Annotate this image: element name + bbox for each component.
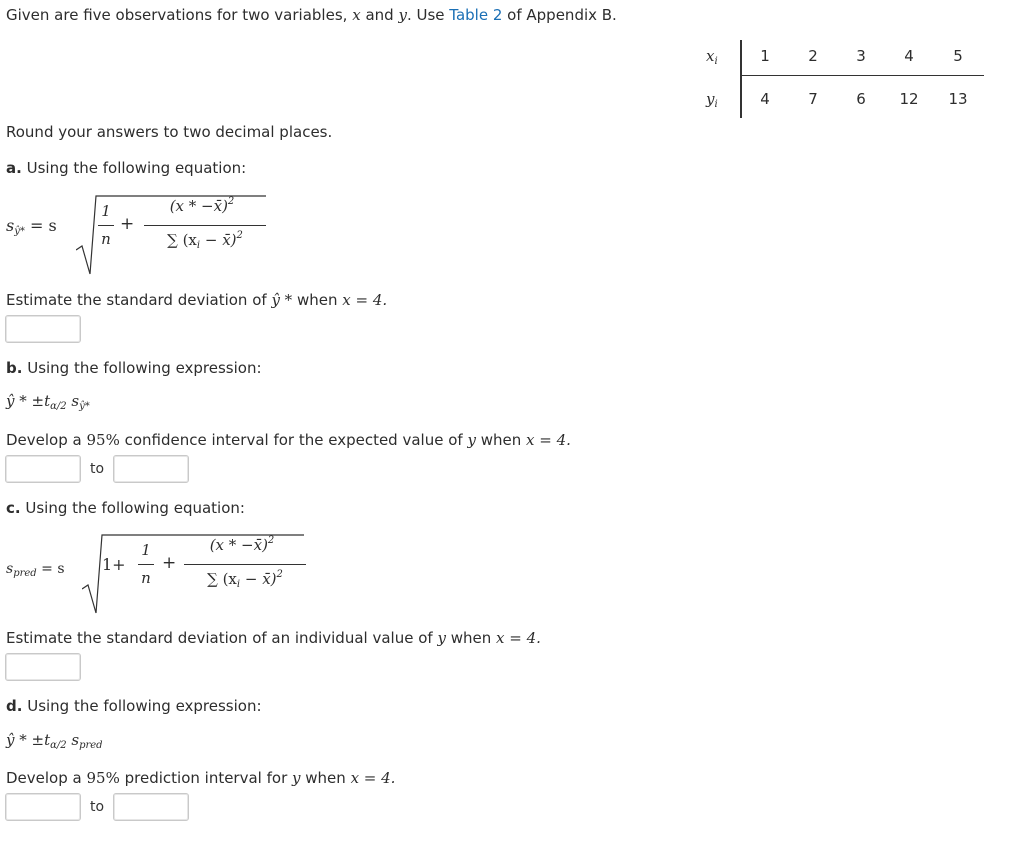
y-value: 7 [808,90,818,108]
answer-b-upper-input[interactable] [113,455,189,483]
formula-a-lhs: $s_{ŷ*} = s$ [6,216,57,237]
part-c-label: c. [6,499,21,517]
y-value: 6 [856,90,866,108]
intro-and: and [365,6,394,24]
part-d-label: d. [6,697,23,715]
table-horizontal-rule [740,75,984,76]
part-c-question: Estimate the standard deviation of an individual value of y when x = 4. [6,629,541,647]
part-a-prompt [6,159,246,177]
formula-c-n: n [141,569,151,587]
row-x-label: $x_i$ [706,47,718,67]
x-value: 1 [760,47,770,65]
part-a-prompt-text: Using the following equation: [26,159,247,177]
part-d-question: Develop a 95% prediction interval for y when x = 4. [6,769,396,787]
y-value: 13 [948,90,968,108]
part-c-prompt [6,499,245,517]
intro-var-x: x [352,6,361,24]
formula-c-lhs: $s_{pred} = s$ [6,561,65,579]
answer-d-lower-input[interactable] [5,793,81,821]
formula-c-frac2-bar [184,564,306,565]
intro-text [6,6,617,24]
round-instruction: Round your answers to two decimal places. [6,123,333,141]
formula-a-n: n [101,230,111,248]
table-2-link[interactable]: Table 2 [449,6,503,24]
part-b-question: Develop a 95% confidence interval for the expected value of y when x = 4. [6,431,571,449]
formula-a-one: 1 [101,202,111,220]
part-d-prompt-text: Using the following expression: [27,697,262,715]
intro-before: Given are five observations for two variables, [6,6,348,24]
formula-c-denominator: ∑ ($x_i$ − x̄)$^2$ [207,569,283,590]
y-value: 4 [760,90,770,108]
formula-c [6,529,316,619]
answer-a-input[interactable] [5,315,81,343]
x-value: 4 [904,47,914,65]
table-vertical-rule [740,40,742,118]
part-b-expression: ŷ * $\pm t_{\alpha/2}$ $s_{ŷ*}$ [6,392,90,412]
part-c-prompt-text: Using the following equation: [25,499,245,517]
formula-a-frac1-bar [98,225,114,226]
formula-c-one: 1 [141,541,151,559]
intro-var-y: y [398,6,407,24]
formula-c-numerator: (x * −x̄)$^2$ [209,535,275,554]
y-value: 12 [899,90,919,108]
part-b-to-label: to [90,461,105,477]
x-value: 5 [953,47,963,65]
row-y-label: $y_i$ [706,90,718,110]
part-b-prompt [6,359,262,377]
formula-c-frac1-bar [138,564,154,565]
part-d-to-label: to [90,799,105,815]
part-a-label: a. [6,159,22,177]
formula-a-numerator: (x * −x̄)$^2$ [169,196,235,215]
answer-c-input[interactable] [5,653,81,681]
formula-a-plus: + [120,214,135,234]
intro-use: . Use [406,6,445,24]
part-b-label: b. [6,359,23,377]
intro-after: of Appendix B. [507,6,617,24]
answer-d-upper-input[interactable] [113,793,189,821]
part-a-question: Estimate the standard deviation of ŷ * when x = 4. [6,291,388,309]
formula-a-denominator: ∑ ($x_i$ − x̄)$^2$ [167,230,243,251]
x-value: 2 [808,47,818,65]
formula-a [6,190,276,280]
answer-b-lower-input[interactable] [5,455,81,483]
formula-a-frac2-bar [144,225,266,226]
formula-c-plus: + [162,553,177,573]
data-table [690,40,990,120]
part-d-prompt [6,697,262,715]
formula-c-one-plus: 1+ [102,555,126,574]
part-b-prompt-text: Using the following expression: [27,359,262,377]
part-d-expression: ŷ * $\pm t_{\alpha/2}$ $s_{pred}$ [6,731,103,751]
x-value: 3 [856,47,866,65]
